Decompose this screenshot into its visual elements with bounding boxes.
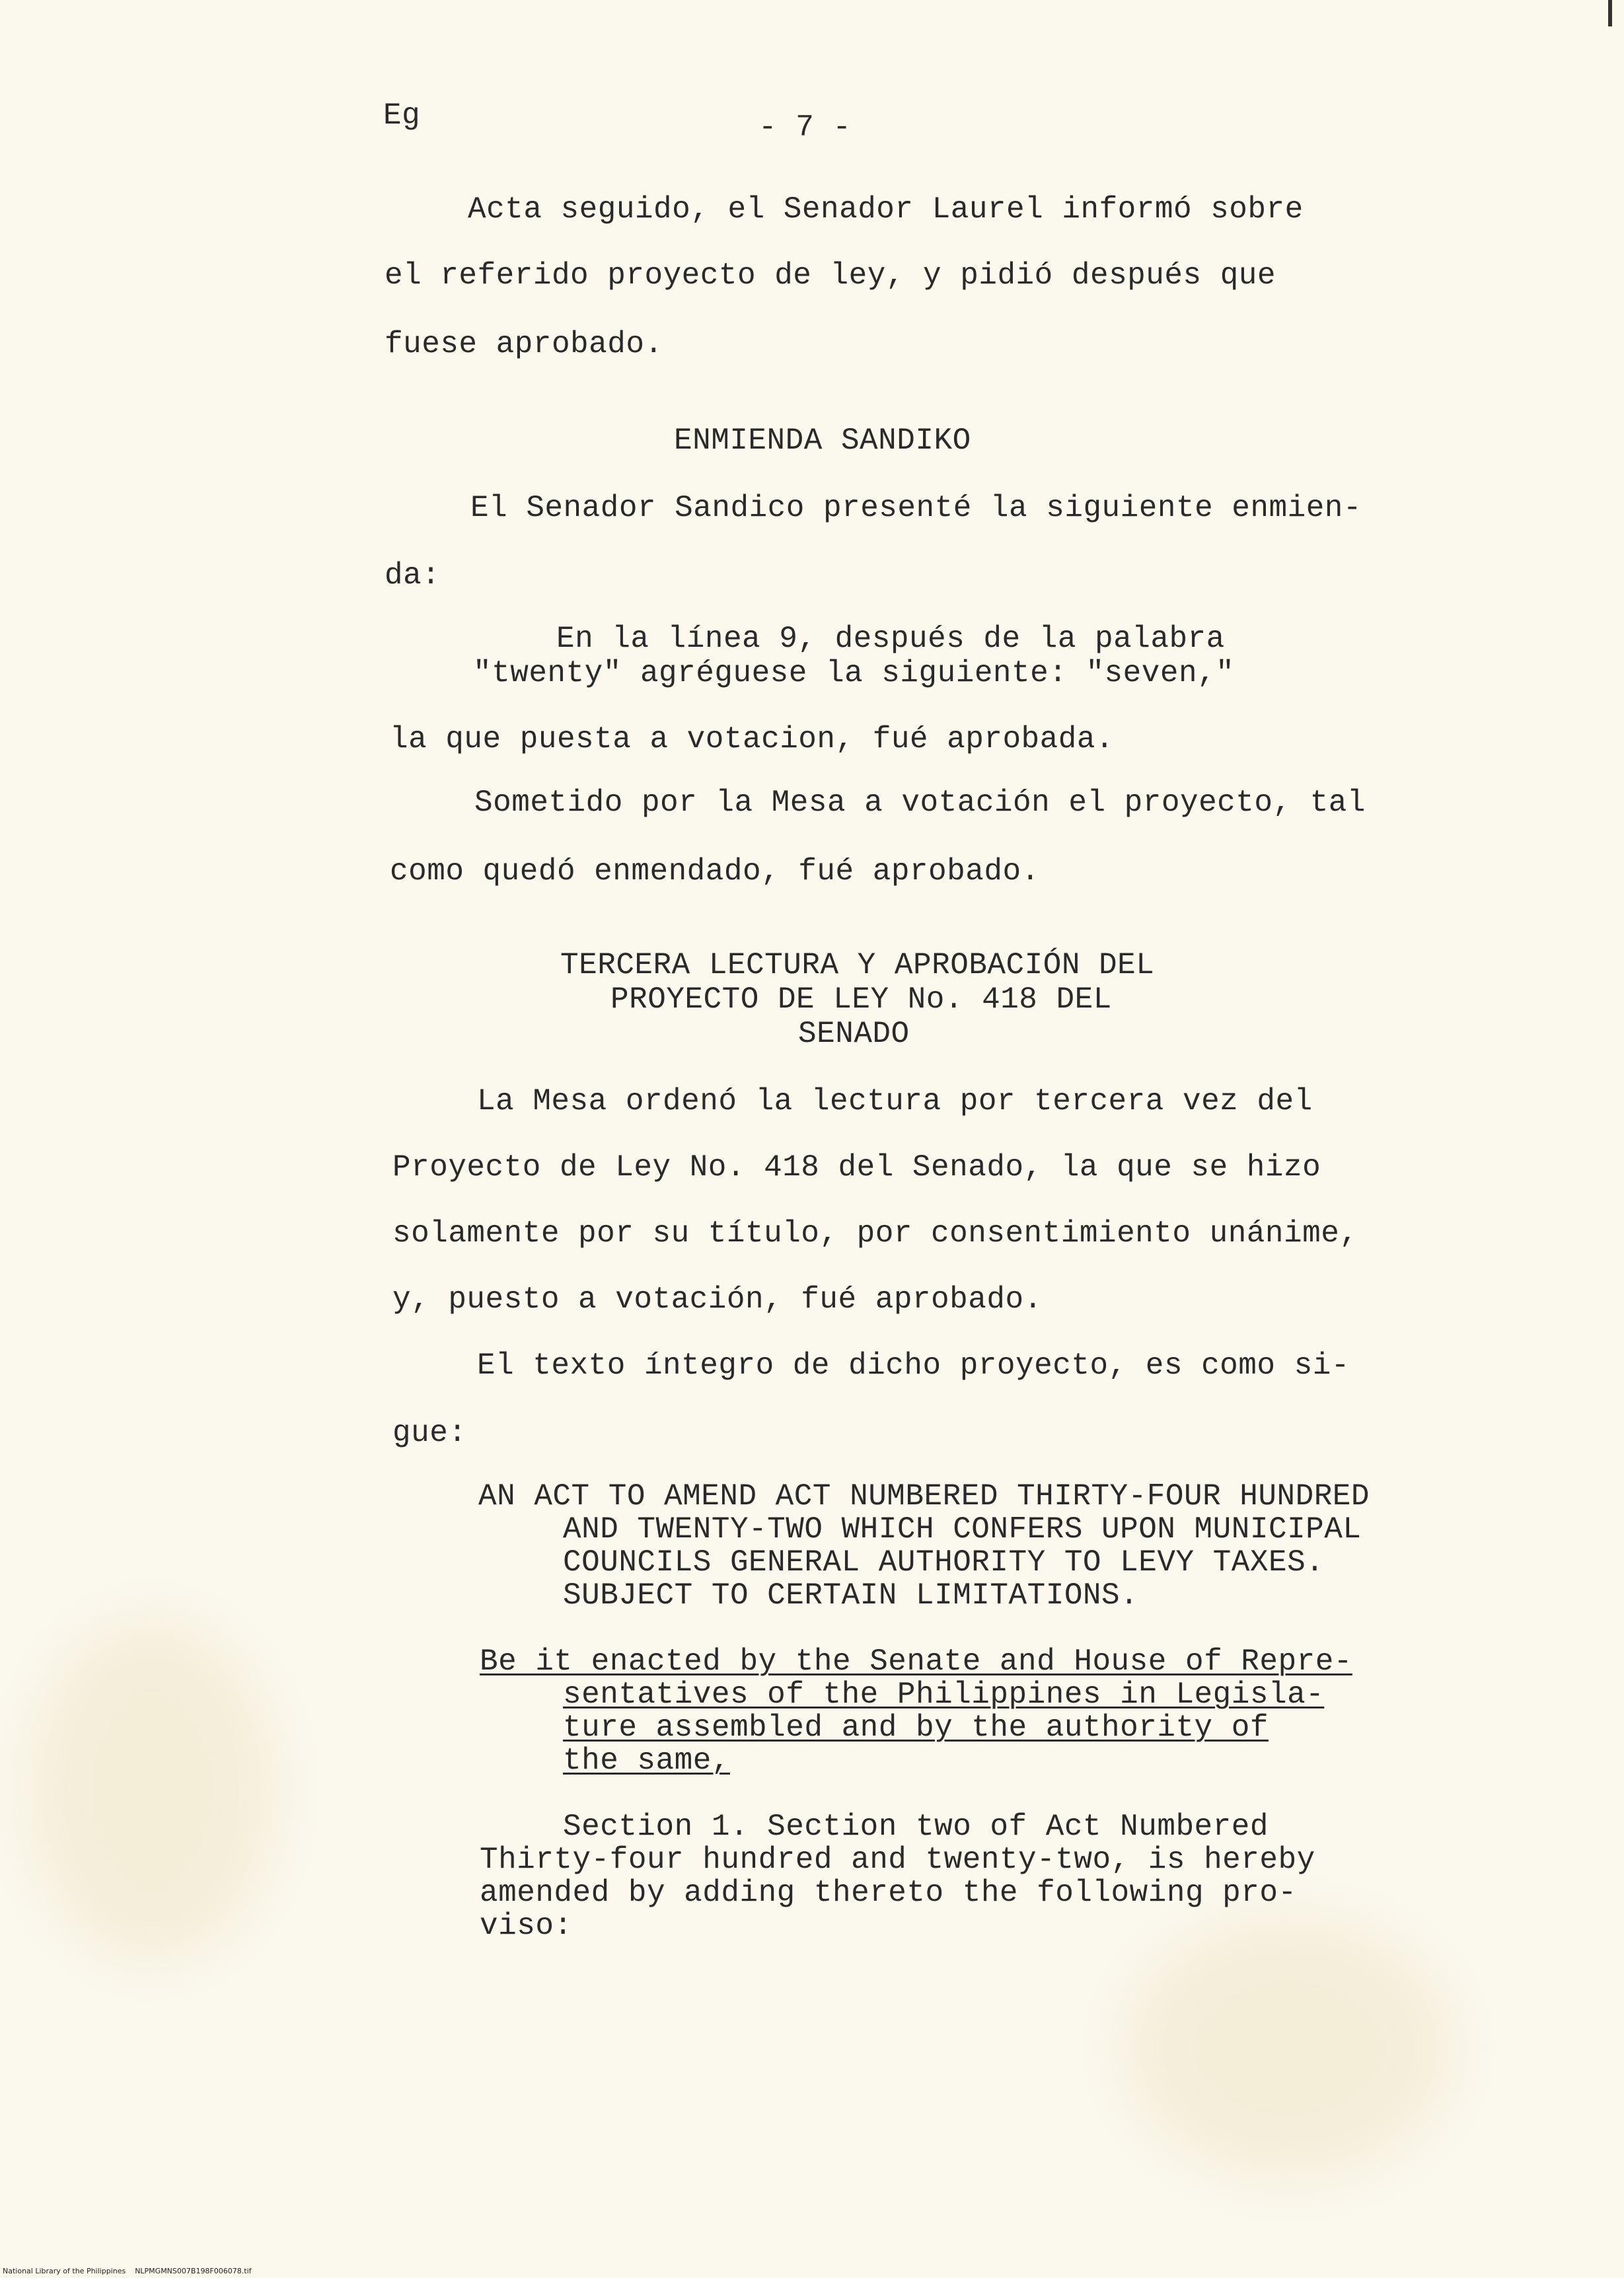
body-line: solamente por su título, por consentimiento unánime,: [392, 1216, 1358, 1251]
body-line: da:: [385, 558, 441, 593]
section-heading: PROYECTO DE LEY No. 418 DEL: [610, 982, 1112, 1017]
body-line: La Mesa ordenó la lectura por tercera vez del: [477, 1084, 1313, 1119]
act-title-line: AND TWENTY-TWO WHICH CONFERS UPON MUNICIPAL: [563, 1512, 1362, 1547]
typist-initials: Eg: [383, 98, 421, 133]
body-line: la que puesta a votacion, fué aprobada.: [390, 722, 1115, 756]
section-heading: ENMIENDA SANDIKO: [674, 423, 971, 458]
body-line: fuese aprobado.: [385, 327, 663, 361]
act-title-line: SUBJECT TO CERTAIN LIMITATIONS.: [563, 1578, 1139, 1613]
body-line: Sometido por la Mesa a votación el proyecto, tal: [474, 786, 1366, 820]
body-line: gue:: [392, 1416, 467, 1450]
act-title-line: COUNCILS GENERAL AUTHORITY TO LEVY TAXES.: [563, 1545, 1325, 1580]
body-line: el referido proyecto de ley, y pidió después que: [385, 258, 1276, 293]
paper-stain: [1123, 1916, 1454, 2180]
body-line: y, puesto a votación, fué aprobado.: [392, 1282, 1043, 1317]
section-line: Section 1. Section two of Act Numbered: [563, 1810, 1269, 1844]
section-line: Thirty-four hundred and twenty-two, is hereby: [480, 1843, 1315, 1877]
section-heading: TERCERA LECTURA Y APROBACIÓN DEL: [560, 948, 1155, 982]
act-title-line: AN ACT TO AMEND ACT NUMBERED THIRTY-FOUR HUNDRED: [478, 1479, 1370, 1514]
section-heading: SENADO: [798, 1017, 910, 1051]
section-line: viso:: [480, 1909, 573, 1943]
body-line: Acta seguido, el Senador Laurel informó sobre: [468, 192, 1304, 227]
enacting-clause-line: the same,: [563, 1744, 730, 1778]
body-line: El texto íntegro de dicho proyecto, es como si-: [477, 1348, 1350, 1383]
body-line: Proyecto de Ley No. 418 del Senado, la que se hizo: [392, 1150, 1321, 1185]
quote-line: "twenty" agréguese la siguiente: "seven,": [473, 656, 1235, 690]
quote-line: En la línea 9, después de la palabra: [556, 622, 1225, 656]
body-line: El Senador Sandico presenté la siguiente enmien-: [470, 491, 1362, 525]
enacting-clause-line: Be it enacted by the Senate and House of Repre-: [480, 1644, 1352, 1679]
section-line: amended by adding thereto the following pro-: [480, 1876, 1297, 1910]
enacting-clause-line: ture assembled and by the authority of: [563, 1710, 1269, 1745]
edge-mark: [1608, 0, 1612, 26]
page-number: - 7 -: [758, 110, 852, 145]
archive-footer: National Library of the Philippines NLPMGMNS007B198F006078.tif: [3, 2267, 252, 2275]
enacting-clause-line: sentatives of the Philippines in Legisla-: [563, 1677, 1325, 1712]
body-line: como quedó enmendado, fué aprobado.: [390, 854, 1040, 889]
paper-stain: [26, 1619, 277, 1962]
